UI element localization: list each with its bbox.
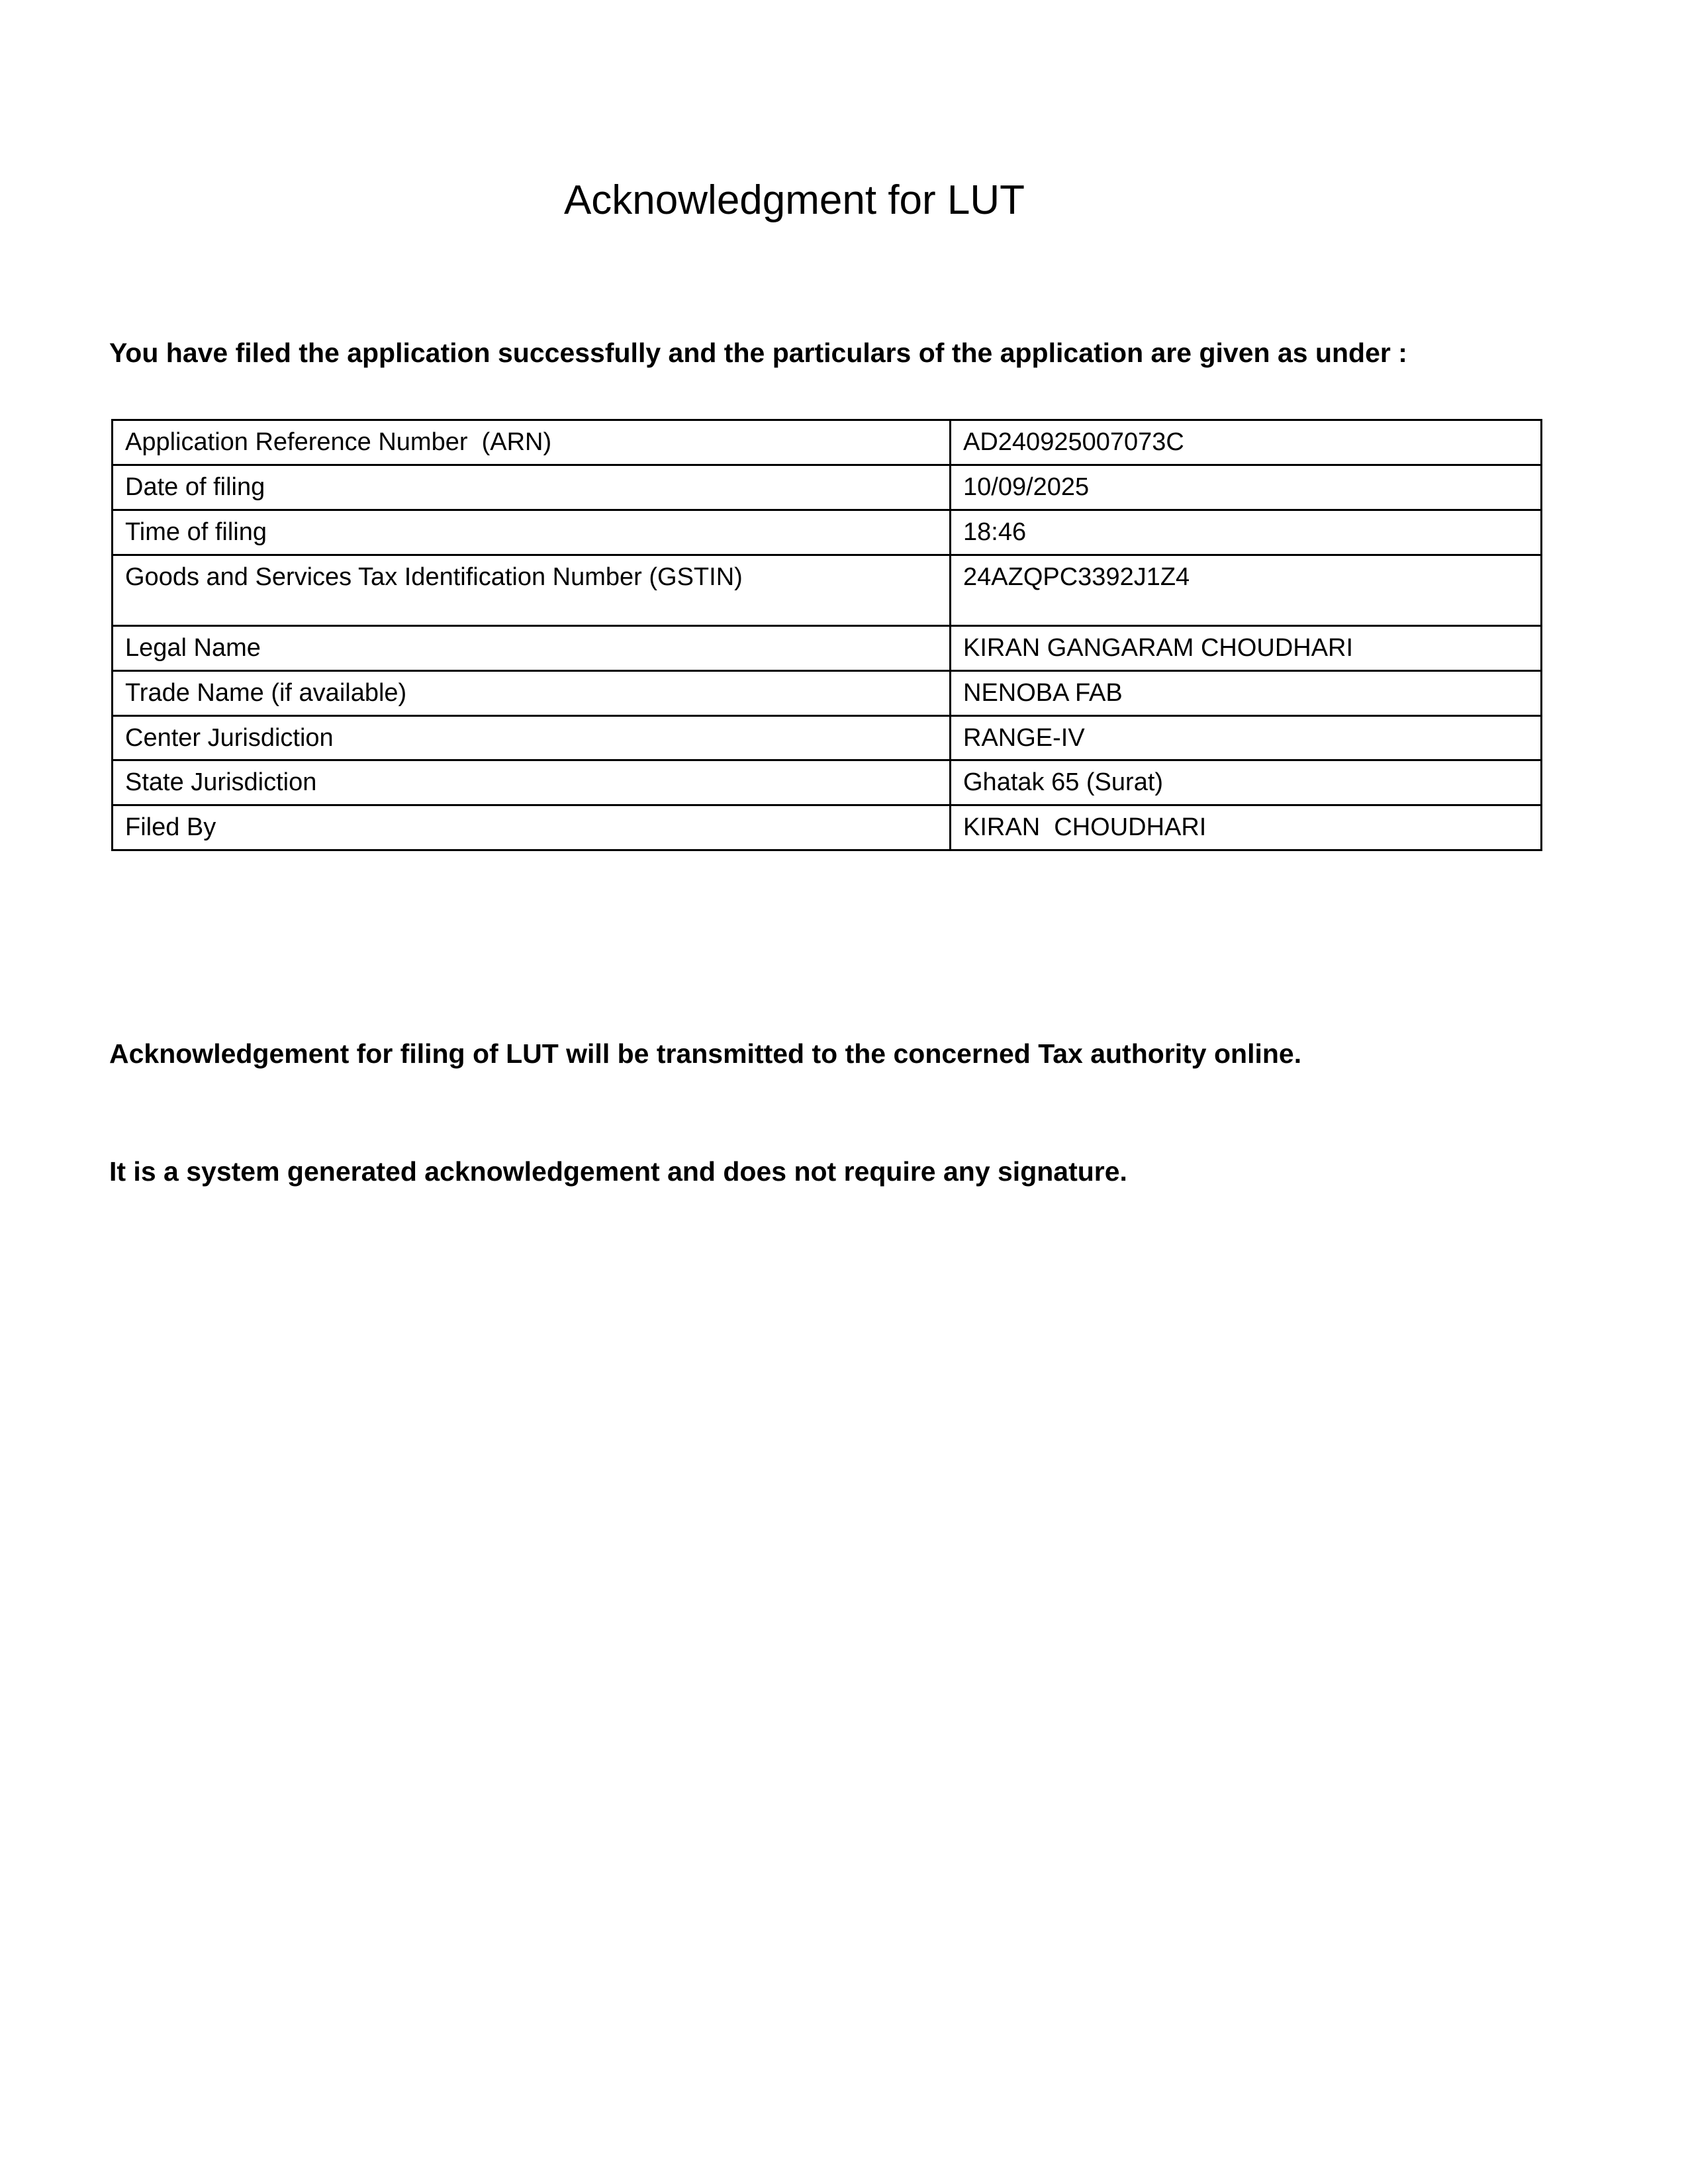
row-label: Filed By — [113, 805, 951, 850]
table-row — [113, 760, 1542, 805]
row-label: Time of filing — [113, 510, 951, 555]
row-label: Center Jurisdiction — [113, 715, 951, 760]
intro-paragraph: You have filed the application successfully and the particulars of the application are given as under : — [109, 338, 1407, 368]
row-value: Ghatak 65 (Surat) — [951, 760, 1542, 805]
table-row — [113, 715, 1542, 760]
table-row — [113, 625, 1542, 670]
table-row — [113, 420, 1542, 465]
row-value: AD240925007073C — [951, 420, 1542, 465]
row-label: Application Reference Number (ARN) — [113, 420, 951, 465]
row-label: State Jurisdiction — [113, 760, 951, 805]
row-label: Legal Name — [113, 625, 951, 670]
row-value: KIRAN CHOUDHARI — [951, 805, 1542, 850]
table-row — [113, 670, 1542, 715]
row-label: Trade Name (if available) — [113, 670, 951, 715]
row-value: 24AZQPC3392J1Z4 — [951, 555, 1542, 625]
transmission-note: Acknowledgement for filing of LUT will be transmitted to the concerned Tax authority online. — [109, 1038, 1302, 1069]
application-details-table — [111, 419, 1542, 851]
row-value: RANGE-IV — [951, 715, 1542, 760]
table-row — [113, 555, 1542, 625]
row-value: 10/09/2025 — [951, 465, 1542, 510]
page-title: Acknowledgment for LUT — [563, 177, 1025, 223]
table-row — [113, 805, 1542, 850]
row-value: NENOBA FAB — [951, 670, 1542, 715]
row-label: Goods and Services Tax Identification Number (GSTIN) — [113, 555, 951, 625]
table-row — [113, 510, 1542, 555]
table-body — [113, 420, 1542, 850]
signature-note: It is a system generated acknowledgement and does not require any signature. — [109, 1156, 1127, 1187]
row-value: 18:46 — [951, 510, 1542, 555]
row-label: Date of filing — [113, 465, 951, 510]
row-value: KIRAN GANGARAM CHOUDHARI — [951, 625, 1542, 670]
table-row — [113, 465, 1542, 510]
